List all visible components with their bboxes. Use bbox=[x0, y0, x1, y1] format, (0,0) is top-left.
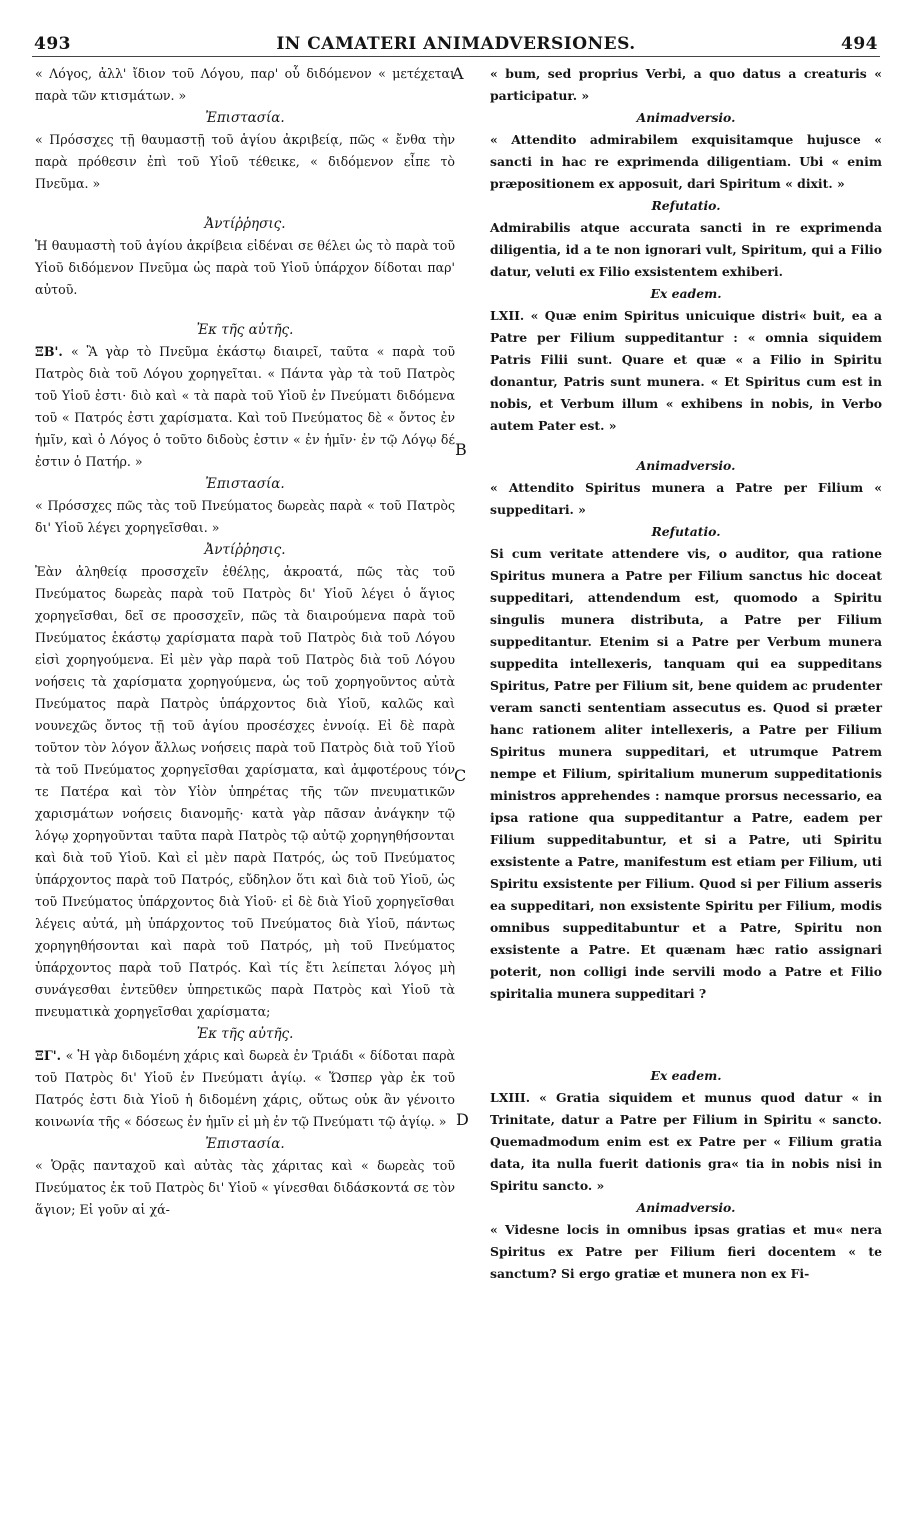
section-heading: Ἐκ τῆς αὐτῆς. bbox=[196, 1026, 294, 1042]
section-heading: Animadversio. bbox=[636, 1200, 736, 1215]
paragraph bbox=[490, 477, 882, 521]
section-heading: Ἀντίῤῥησις. bbox=[204, 542, 286, 558]
paragraph-text: Admirabilis atque accurata sancti in re exprimenda diligentia, id a te non ignorari vult, Spiritum, qui a Filio datur, veluti ex Filio exsistentem exhiberi. bbox=[490, 220, 882, 279]
greek-column bbox=[35, 63, 455, 1221]
page-number-left: 493 bbox=[34, 34, 71, 54]
running-title: IN CAMATERI ANIMADVERSIONES. bbox=[276, 34, 636, 54]
section-heading: Ἐπιστασία. bbox=[205, 1136, 285, 1152]
paragraph-text: « Λόγος, ἀλλ' ἴδιον τοῦ Λόγου, παρ' οὗ διδόμενον « μετέχεται παρὰ τῶν κτισμάτων. » bbox=[35, 66, 455, 103]
paragraph bbox=[490, 1087, 882, 1197]
margin-marker-d: D bbox=[456, 1110, 469, 1129]
section-heading: Ἐκ τῆς αὐτῆς. bbox=[196, 322, 294, 338]
paragraph bbox=[490, 63, 882, 107]
paragraph bbox=[35, 63, 455, 107]
margin-marker-c: C bbox=[454, 766, 467, 785]
section-heading: Refutatio. bbox=[651, 198, 721, 213]
running-header bbox=[32, 34, 880, 57]
paragraph bbox=[35, 1045, 455, 1133]
paragraph-text: « Quæ enim Spiritus unicuique distri« buit, ea a Patre per Filium suppeditantur : « omnia siquidem Patris Filii sunt. Quare et quæ « a Filio in Spiritu donantur, Patris sunt munera. « Et Spiritus cum est in nobis, et Verbum illum « exhibens in nobis, in Verbo autem Pater est. » bbox=[490, 308, 882, 433]
paragraph-text: Ἐὰν ἀληθείᾳ προσσχεῖν ἐθέλῃς, ἀκροατά, πῶς τὰς τοῦ Πνεύματος δωρεὰς παρὰ τοῦ Πατρὸς δι' Υἱοῦ λέγει ὁ ἅγιος χορηγεῖσθαι, δεῖ σε προσσχεῖν, πῶς τὰ διαιρούμενα παρὰ τοῦ Πνεύματος ἑκάστῳ χαρίσματα παρὰ τοῦ Πατρὸς διὰ τοῦ Λόγου εἰσὶ χορηγούμενα. Εἰ μὲν γὰρ παρὰ τοῦ Πατρὸς διὰ τοῦ Λόγου νοήσεις τὰ χαρίσματα χορηγούμενα, ὡς τοῦ χορηγοῦντος αὐτὰ Πνεύματος παρὰ Πατρὸς ὑπάρχοντος διὰ Υἱοῦ, καλῶς καὶ νουνεχῶς ὄντος τῇ τοῦ ἁγίου προσέσχες ἐννοίᾳ. Εἰ δὲ παρὰ τοῦτον τὸν λόγον ἄλλως νοήσεις παρὰ τοῦ Πατρὸς διὰ τοῦ Υἱοῦ τὰ τοῦ Πνεύματος χορηγεῖσθαι χαρίσματα, καὶ ἀμφοτέρους τόν τε Πατέρα καὶ τὸν Υἱὸν ὑπηρέτας τῆς τῶν πνευματικῶν χαρισμάτων νοήσεις διανομῆς· κατὰ γὰρ πᾶσαν ἀνάγκην τῷ λόγῳ χορηγοῦνται ταῦτα παρὰ Πατρὸς τῷ αὐτῷ χορηγηθήσονται καὶ διὰ τοῦ Υἱοῦ. Καὶ εἰ μὲν παρὰ Πατρός, ὡς τοῦ Πνεύματος ὑπάρχοντος παρὰ τοῦ Πατρός, εὔδηλον ὅτι καὶ διὰ τοῦ Υἱοῦ, ὡς τοῦ Πνεύματος ὑπάρχοντος διὰ Υἱοῦ· εἰ δὲ διὰ Υἱοῦ χορηγεῖσθαι λέγεις αὐτά, μὴ ὑπάρχοντος τοῦ Πνεύματος διὰ Υἱοῦ, πάντως χορηγηθήσονται καὶ παρὰ τοῦ Πατρός, μὴ τοῦ Πνεύματος ὑπάρχοντος παρὰ τοῦ Πατρός. Καὶ τίς ἔτι λείπεται λόγος μὴ συνάγεσθαι ἐντεῦθεν ὑπηρετικῶς παρὰ Πατρὸς καὶ Υἱοῦ τὰ πνευματικὰ χορηγεῖσθαι χαρίσματα; bbox=[35, 564, 455, 1019]
paragraph bbox=[35, 129, 455, 195]
spacer bbox=[490, 1005, 882, 1065]
section-heading: Ἐπιστασία. bbox=[205, 110, 285, 126]
latin-column bbox=[490, 63, 882, 1285]
paragraph-text: « Attendito admirabilem exquisitamque hujusce « sancti in hac re exprimenda diligentiam. Ubi « enim præpositionem ex apposuit, dari Spiritum « dixit. » bbox=[490, 132, 882, 191]
paragraph bbox=[35, 495, 455, 539]
paragraph-text: « Gratia siquidem et munus quod datur « in Trinitate, datur a Patre per Filium in Spiritu « sancto. Quemadmodum enim est ex Patre per « Filium gratia data, ita nulla fuerit dationis gra« tia in nobis nisi in Spiritu sancto. » bbox=[490, 1090, 883, 1193]
paragraph bbox=[490, 543, 882, 1005]
section-heading: Ἐπιστασία. bbox=[205, 476, 285, 492]
paragraph-text: « Attendito Spiritus munera a Patre per Filium « suppeditari. » bbox=[490, 480, 882, 517]
paragraph bbox=[490, 217, 882, 283]
paragraph-text: « Ὁρᾷς πανταχοῦ καὶ αὐτὰς τὰς χάριτας καὶ « δωρεὰς τοῦ Πνεύματος ἐκ τοῦ Πατρὸς δι' Υἱοῦ « γίνεσθαι διδάσκοντά σε τὸν ἅγιον; Εἰ γοῦν αἱ χά- bbox=[35, 1158, 455, 1217]
margin-marker-a: A bbox=[452, 64, 464, 83]
paragraph bbox=[35, 561, 455, 1023]
section-heading: Animadversio. bbox=[636, 110, 736, 125]
paragraph-text: « Ἡ γὰρ διδομένη χάρις καὶ δωρεὰ ἐν Τριάδι « δίδοται παρὰ τοῦ Πατρὸς δι' Υἱοῦ ἐν Πνεύματι ἁγίῳ. « Ὥσπερ γὰρ ἐκ τοῦ Πατρός ἐστι διὰ Υἱοῦ ἡ διδομένη χάρις, οὕτως οὐκ ἂν γένοιτο κοινωνία τῆς « δόσεως ἐν ἡμῖν εἰ μὴ ἐν τῷ Πνεύματι τῷ ἁγίῳ. » bbox=[35, 1048, 455, 1129]
section-heading: Ex eadem. bbox=[650, 1068, 722, 1083]
spacer bbox=[490, 437, 882, 455]
margin-marker-b: B bbox=[455, 440, 467, 459]
section-heading: Animadversio. bbox=[636, 458, 736, 473]
section-heading: Refutatio. bbox=[651, 524, 721, 539]
paragraph bbox=[490, 1219, 882, 1285]
section-heading: Ἀντίῤῥησις. bbox=[204, 216, 286, 232]
paragraph bbox=[490, 129, 882, 195]
section-number: LXIII. bbox=[490, 1090, 540, 1105]
page-number-right: 494 bbox=[841, 34, 878, 54]
paragraph-text: « Πρόσσχες πῶς τὰς τοῦ Πνεύματος δωρεὰς παρὰ « τοῦ Πατρὸς δι' Υἱοῦ λέγει χορηγεῖσθαι. » bbox=[35, 498, 455, 535]
section-number: ΞΒ'. bbox=[35, 344, 72, 359]
section-heading: Ex eadem. bbox=[650, 286, 722, 301]
spacer bbox=[35, 195, 455, 213]
paragraph-text: « Ἃ γὰρ τὸ Πνεῦμα ἑκάστῳ διαιρεῖ, ταῦτα « παρὰ τοῦ Πατρὸς διὰ τοῦ Λόγου χορηγεῖται. « Πάντα γὰρ τὰ τοῦ Πατρὸς τοῦ Υἱοῦ ἐστι· διὸ καὶ « τὰ παρὰ τοῦ Υἱοῦ ἐν Πνεύματι διδόμενα τοῦ « Πατρός ἐστι χαρίσματα. Καὶ τοῦ Πνεύματος δὲ « ὄντος ἐν ἡμῖν, καὶ ὁ Λόγος ὁ τοῦτο διδοὺς ἐστιν « ἐν ἡμῖν· ἐν τῷ Λόγῳ δέ ἐστιν ὁ Πατήρ. » bbox=[35, 344, 455, 469]
paragraph-text: « bum, sed proprius Verbi, a quo datus a creaturis « participatur. » bbox=[490, 66, 882, 103]
paragraph-text: Ἡ θαυμαστὴ τοῦ ἁγίου ἀκρίβεια εἰδέναι σε θέλει ὡς τὸ παρὰ τοῦ Υἱοῦ διδόμενον Πνεῦμα ὡς παρὰ τοῦ Υἱοῦ ὑπάρχον δίδοται παρ' αὐτοῦ. bbox=[35, 238, 455, 297]
paragraph bbox=[35, 341, 455, 473]
paragraph-text: « Πρόσσχες τῇ θαυμαστῇ τοῦ ἁγίου ἀκριβείᾳ, πῶς « ἔνθα τὴν παρὰ πρόθεσιν ἐπὶ τοῦ Υἱοῦ τέθεικε, « διδόμενον εἶπε τὸ Πνεῦμα. » bbox=[35, 132, 455, 191]
paragraph bbox=[35, 1155, 455, 1221]
section-number: ΞΓ'. bbox=[35, 1048, 66, 1063]
paragraph bbox=[490, 305, 882, 437]
paragraph bbox=[35, 235, 455, 301]
paragraph-text: Si cum veritate attendere vis, o auditor, qua ratione Spiritus munera a Patre per Filium sanctus hic doceat suppeditari, attendendum est, quomodo a Spiritu singulis munera distributa, a Patre per Filium suppeditantur. Etenim si a Patre per Verbum munera suppedita intellexeris, tanquam qui ea suppeditans Spiritus, Patre per Filium sit, bene quidem ac prudenter veram sancti sententiam assecutus es. Quod si præter hanc rationem aliter intellexeris, a Patre per Filium Spiritus munera suppeditari, et utrumque Patrem nempe et Filium, spiritalium munerum suppeditationis ministros apprehendes : namque prorsus necessario, ea ipsa ratione qua suppeditantur a Patre, eadem per Filium suppeditabuntur, et si a Patre, uti Spiritu exsistente a Patre, manifestum est etiam per Filium, uti Spiritu exsistente per Filium. Quod si per Filium asseris ea suppeditari, non exsistente Spiritu per Filium, modis omnibus suppeditabuntur et a Patre, Spiritu non exsistente a Patre. Et quænam hæc ratio assignari poterit, non colligi inde servili modo a Patre et Filio spiritalia munera suppeditari ? bbox=[490, 546, 883, 1001]
paragraph-text: « Videsne locis in omnibus ipsas gratias et mu« nera Spiritus ex Patre per Filium fieri docentem « te sanctum? Si ergo gratiæ et munera non ex Fi- bbox=[490, 1222, 882, 1281]
section-number: LXII. bbox=[490, 308, 531, 323]
spacer bbox=[35, 301, 455, 319]
